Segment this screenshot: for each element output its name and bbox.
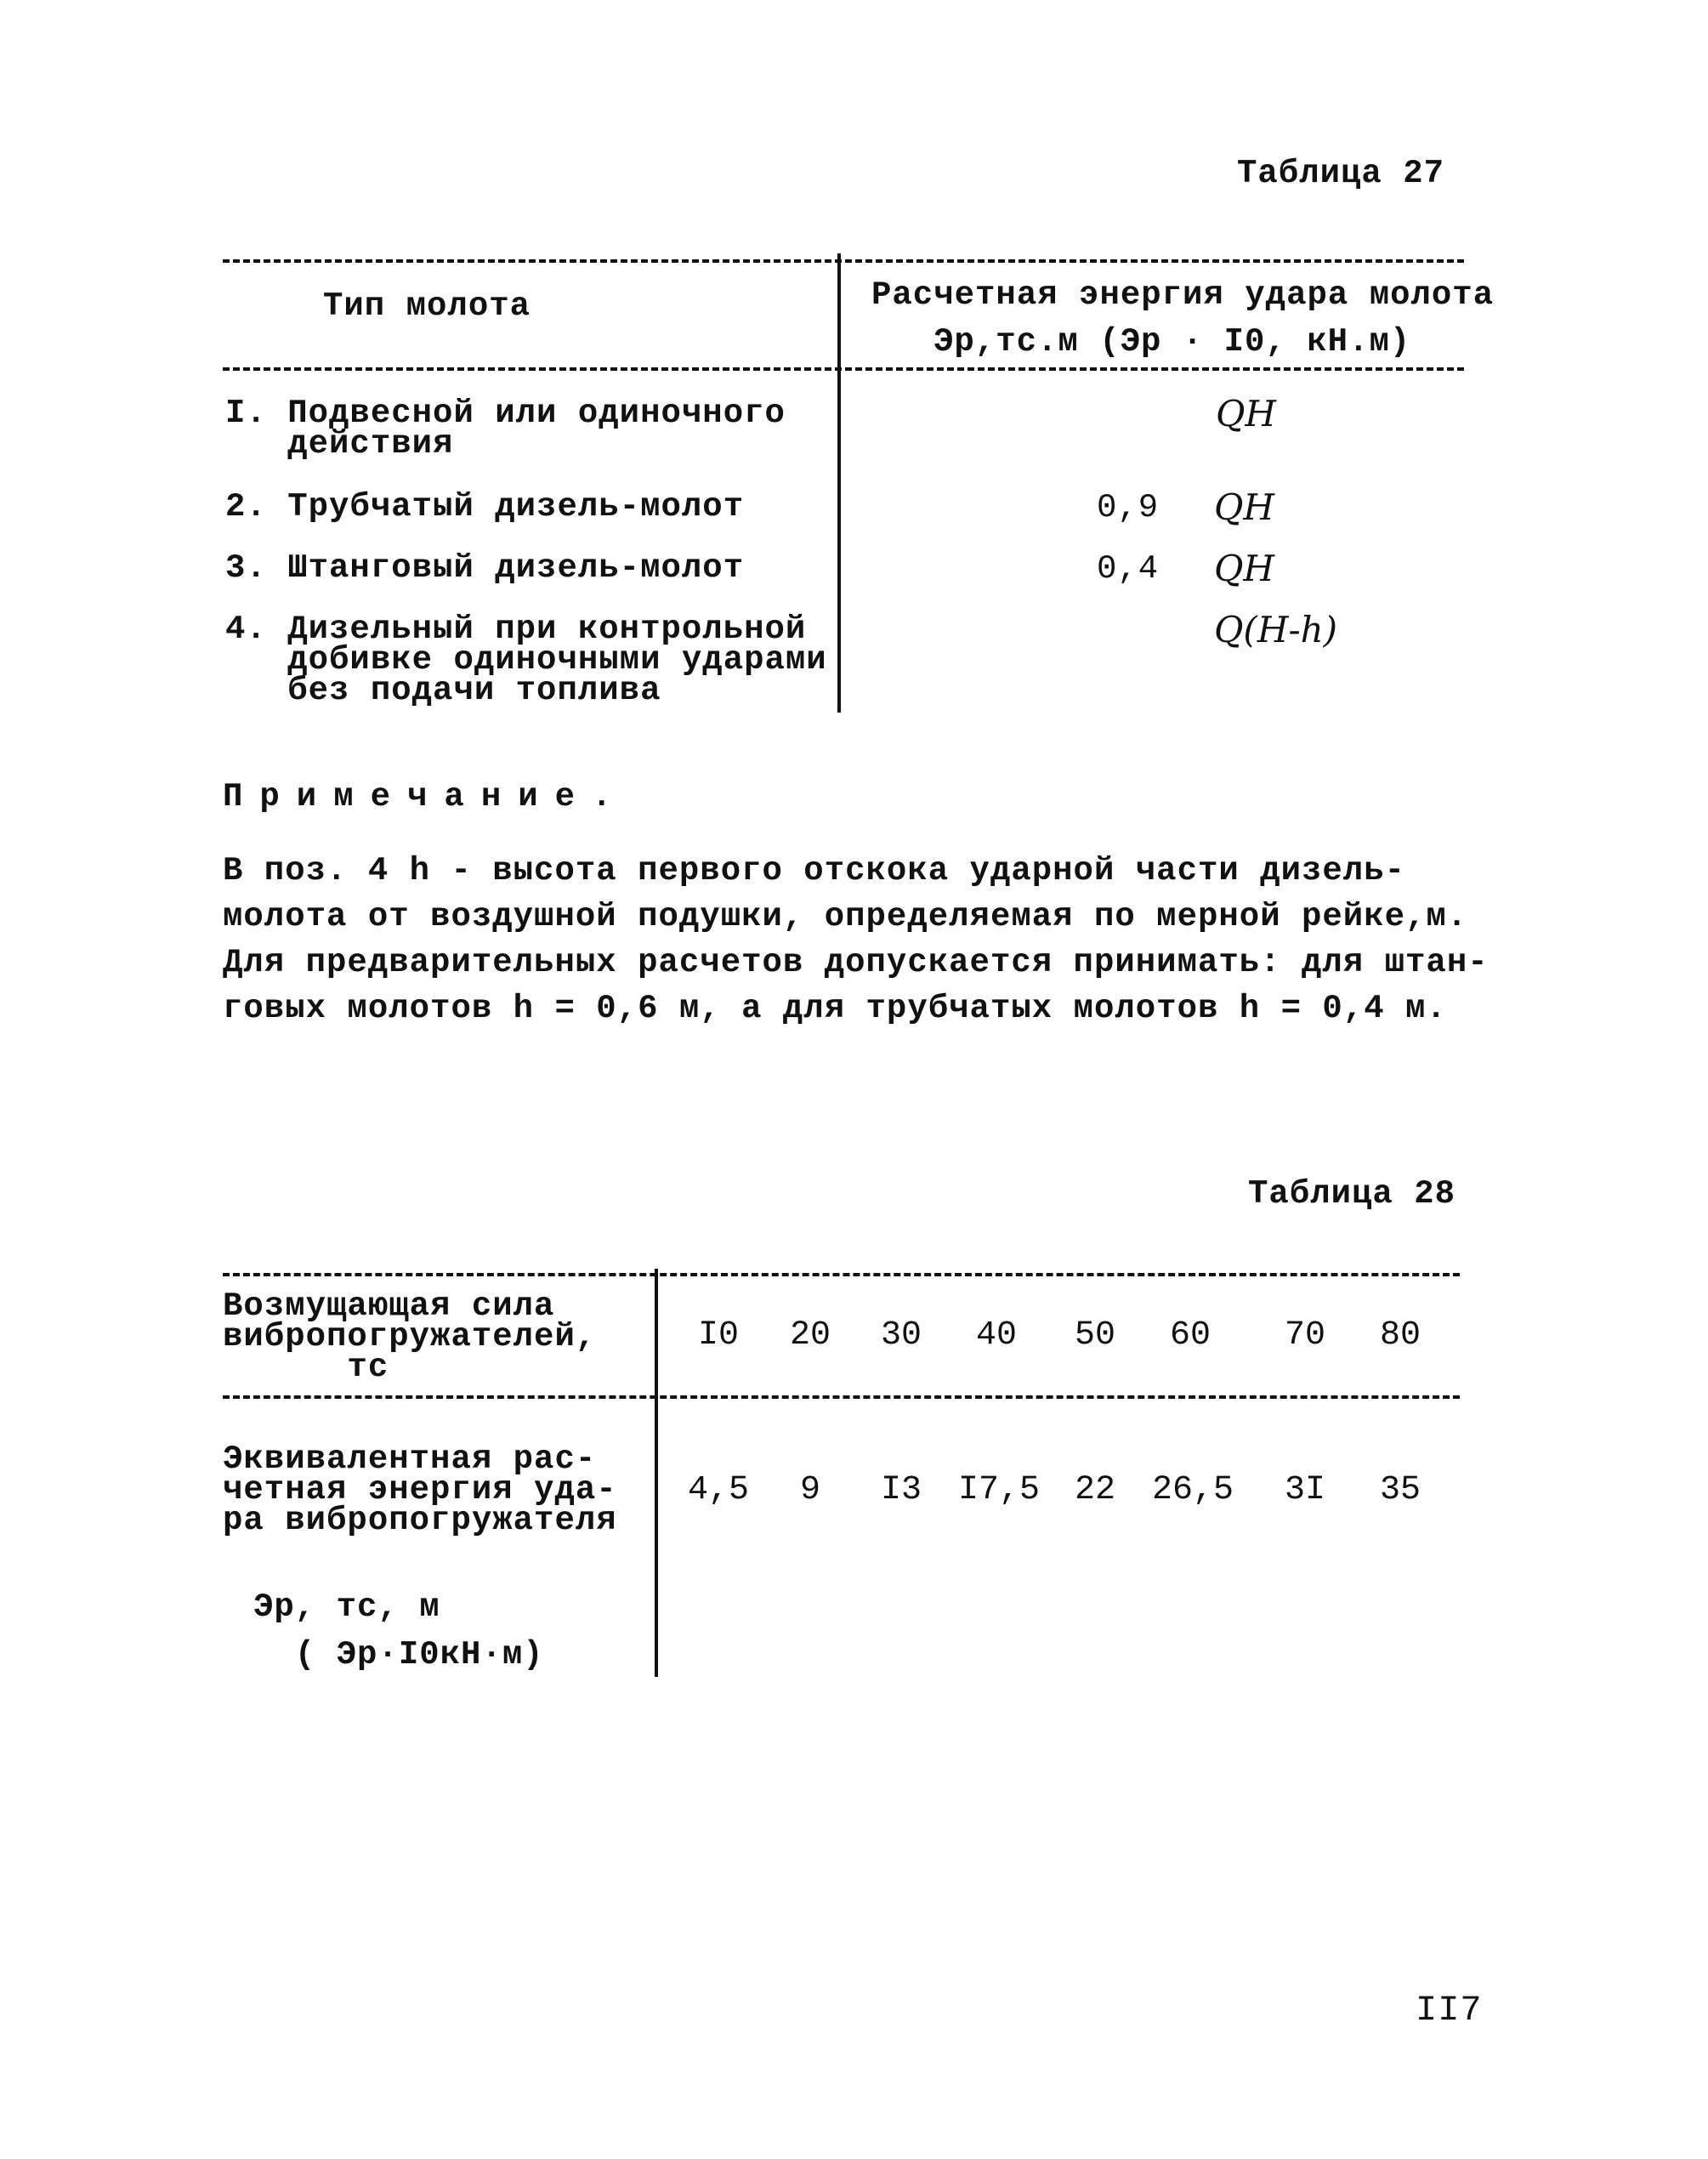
- note-line-4: говых молотов h = 0,6 м, а для трубчатых молотов h = 0,4 м.: [223, 990, 1447, 1027]
- table28-title: Таблица 28: [1248, 1175, 1456, 1213]
- energy-value-1: 4,5: [687, 1471, 749, 1509]
- table27-row1-formula: QH: [1216, 393, 1277, 435]
- table27-row2-coef: 0,9: [1097, 489, 1160, 526]
- page-number: II7: [1416, 1990, 1483, 2031]
- energy-value-4: I7,5: [958, 1471, 1041, 1509]
- energy-value-7: 3I: [1284, 1471, 1325, 1509]
- table28-header-rule: [223, 1395, 1460, 1399]
- energy-value-2: 9: [799, 1471, 820, 1509]
- table28-column-divider: [655, 1269, 658, 1677]
- table27-row4-label: 4. Дизельный при контрольной добивке одиночными ударами без подачи топлива: [225, 611, 827, 709]
- note-line-3: Для предварительных расчетов допускается принимать: для штан-: [223, 944, 1489, 981]
- energy-value-5: 22: [1074, 1471, 1115, 1509]
- table27-row2-formula: QH: [1214, 486, 1275, 528]
- table27-row3-coef: 0,4: [1097, 550, 1160, 588]
- force-value-1: I0: [697, 1316, 739, 1355]
- force-value-8: 80: [1379, 1316, 1421, 1355]
- force-value-4: 40: [975, 1316, 1017, 1355]
- table28-row2-unit: Эр, тс, м ( Эр·I0кН·м): [253, 1588, 544, 1673]
- table28-row2-label: Эквивалентная рас- четная энергия уда- ра вибропогружателя: [223, 1440, 617, 1539]
- force-value-3: 30: [880, 1316, 922, 1355]
- table27-row4-formula: Q(H-h): [1214, 609, 1338, 651]
- table28-top-rule: [223, 1273, 1460, 1276]
- force-value-5: 50: [1074, 1316, 1115, 1355]
- note-line-1: В поз. 4 h - высота первого отскока ударной части дизель-: [223, 852, 1406, 889]
- note-line-2: молота от воздушной подушки, определяемая по мерной рейке,м.: [223, 898, 1468, 935]
- table27-header-rule: [223, 367, 1464, 371]
- energy-value-6: 26,5: [1152, 1471, 1234, 1509]
- force-value-6: 60: [1169, 1316, 1211, 1355]
- table27-row1-label: I. Подвесной или одиночного действия: [225, 395, 786, 463]
- energy-value-3: I3: [880, 1471, 922, 1509]
- table27-row3-label: 3. Штанговый дизель-молот: [225, 549, 745, 587]
- table27-top-rule: [223, 259, 1464, 263]
- table27-row2-label: 2. Трубчатый дизель-молот: [225, 488, 745, 526]
- table27-col2-header-line1: Расчетная энергия удара молота: [871, 276, 1495, 314]
- table27-column-divider: [837, 253, 841, 713]
- table27-col1-header: Тип молота: [323, 287, 531, 325]
- table28-row1-label: Возмущающая сила вибропогружателей, тс: [223, 1287, 597, 1386]
- table27-title: Таблица 27: [1237, 155, 1445, 192]
- force-value-7: 70: [1284, 1316, 1325, 1355]
- note-heading: Примечание.: [223, 778, 629, 815]
- force-value-2: 20: [789, 1316, 831, 1355]
- table27-col2-header-line2: Эр,тс.м (Эр · I0, кН.м): [933, 323, 1411, 361]
- energy-value-8: 35: [1379, 1471, 1421, 1509]
- table27-row3-formula: QH: [1214, 548, 1275, 589]
